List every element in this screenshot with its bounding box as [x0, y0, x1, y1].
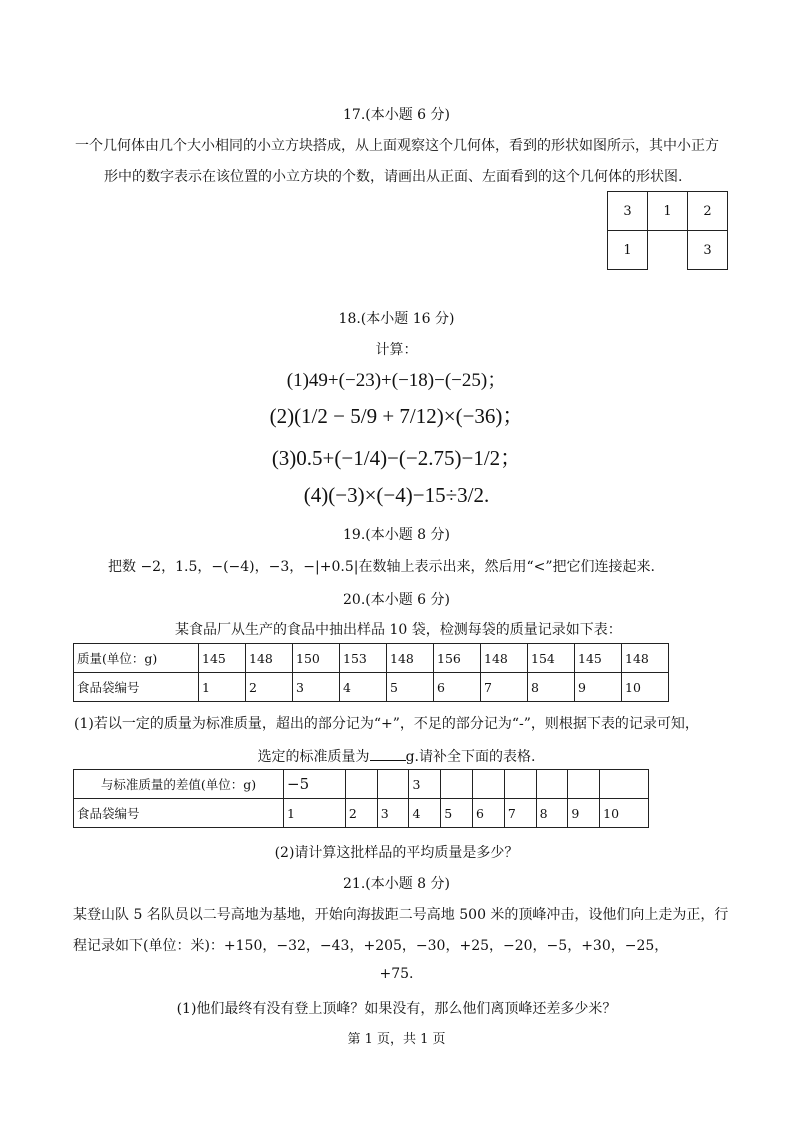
- table-cell: 150: [293, 644, 340, 673]
- q20-sub1-prefix: 选定的标准质量为: [257, 749, 370, 765]
- table-cell: 7: [481, 673, 528, 702]
- table-row-label: 食品袋编号: [74, 799, 284, 828]
- table-cell: 3: [293, 673, 340, 702]
- q18-intro: 计算：: [375, 342, 418, 358]
- q17-text-line1: 一个几何体由几个大小相同的小立方块搭成，从上面观察这个几何体，看到的形状如图所示，其中小正方: [75, 138, 719, 154]
- q20-sub1-suffix: 请补全下面的表格.: [418, 749, 536, 765]
- table-cell: 148: [622, 644, 669, 673]
- grid-cell: 3: [608, 192, 648, 231]
- table-row-label: 食品袋编号: [74, 673, 199, 702]
- table-cell: 153: [340, 644, 387, 673]
- table-cell: 4: [340, 673, 387, 702]
- table-cell: 154: [528, 644, 575, 673]
- table-row-label: 与标准质量的差值(单位：g): [74, 770, 284, 799]
- q21-text-line1: 某登山队 5 名队员以二号高地为基地，开始向海拔距二号高地 500 米的顶峰冲击，设他们向上走为正，行: [73, 907, 729, 923]
- table-cell: 10: [622, 673, 669, 702]
- table-cell: 8: [528, 673, 575, 702]
- q17-text-line2: 形中的数字表示在该位置的小立方块的个数，请画出从正面、左面看到的这个几何体的形状图.: [104, 169, 683, 185]
- q21-title: 21.(本小题 8 分): [343, 876, 450, 892]
- page-footer: 第 1 页，共 1 页: [347, 1032, 446, 1047]
- table-cell[interactable]: [600, 770, 649, 799]
- table-cell: 2: [345, 799, 377, 828]
- table-cell: 3: [377, 799, 409, 828]
- table-cell: 148: [481, 644, 528, 673]
- grid-cell: 1: [608, 231, 648, 270]
- table-cell: 9: [575, 673, 622, 702]
- q18-expr-1: (1)49+(−23)+(−18)−(−25)；: [286, 370, 507, 391]
- table-cell: 5: [387, 673, 434, 702]
- q20-sub1-line1: (1)若以一定的质量为标准质量，超出的部分记为“+”，不足的部分记为“-”，则根据下表的记录可知，: [74, 716, 699, 732]
- q18-expr-2: (2)(1/2 − 5/9 + 7/12)×(−36)；: [269, 404, 524, 428]
- table-cell: 1: [284, 799, 346, 828]
- table-cell[interactable]: [536, 770, 568, 799]
- table-cell: 148: [387, 644, 434, 673]
- table-cell: 6: [434, 673, 481, 702]
- table-cell[interactable]: [568, 770, 600, 799]
- q20-title: 20.(本小题 6 分): [343, 592, 450, 608]
- q18-expr-3: (3)0.5+(−1/4)−(−2.75)−1/2；: [271, 446, 522, 470]
- table-cell: 9: [568, 799, 600, 828]
- answer-blank[interactable]: [370, 746, 406, 761]
- table-cell[interactable]: [504, 770, 536, 799]
- table-cell: 5: [441, 799, 473, 828]
- table-row: [74, 673, 669, 702]
- table-cell[interactable]: −5: [284, 770, 346, 799]
- q18-expr-4: (4)(−3)×(−4)−15÷3/2.: [303, 483, 490, 507]
- table-cell[interactable]: [377, 770, 409, 799]
- table-cell: 4: [409, 799, 441, 828]
- q21-sub1: (1)他们最终有没有登上顶峰？如果没有，那么他们离顶峰还差多少米？: [176, 1001, 617, 1017]
- q20-sub1-unit: g.: [405, 749, 419, 765]
- top-view-grid: [607, 191, 728, 270]
- grid-cell: 3: [688, 231, 728, 270]
- q18-title: 18.(本小题 16 分): [338, 311, 455, 327]
- q21-text-line3: +75.: [379, 966, 414, 982]
- grid-cell-empty: [648, 231, 688, 270]
- q20-sub2: (2)请计算这批样品的平均质量是多少？: [274, 845, 519, 861]
- table-cell: 1: [199, 673, 246, 702]
- table-cell[interactable]: [441, 770, 473, 799]
- table-row: [74, 770, 649, 799]
- table-row-label: 质量(单位：g): [74, 644, 199, 673]
- table-cell[interactable]: 3: [409, 770, 441, 799]
- grid-cell: 1: [648, 192, 688, 231]
- table-row: [74, 799, 649, 828]
- table-cell: 148: [246, 644, 293, 673]
- difference-table: [73, 769, 649, 828]
- table-cell: 156: [434, 644, 481, 673]
- table-cell: 7: [504, 799, 536, 828]
- table-cell: 145: [199, 644, 246, 673]
- table-cell[interactable]: [473, 770, 505, 799]
- mass-table: [73, 643, 669, 702]
- table-cell[interactable]: [345, 770, 377, 799]
- q17-title: 17.(本小题 6 分): [343, 107, 450, 123]
- table-cell: 145: [575, 644, 622, 673]
- q19-text: 把数 −2，1.5，−(−4)，−3，−|+0.5|在数轴上表示出来，然后用“<”把它们连接起来.: [108, 559, 655, 575]
- table-row: [74, 644, 669, 673]
- q21-text-line2: 程记录如下(单位：米)：+150，−32，−43，+205，−30，+25，−20，−5，+30，−25，: [73, 938, 669, 954]
- table-cell: 10: [600, 799, 649, 828]
- table-cell: 6: [473, 799, 505, 828]
- table-cell: 8: [536, 799, 568, 828]
- table-cell: 2: [246, 673, 293, 702]
- grid-cell: 2: [688, 192, 728, 231]
- q20-intro: 某食品厂从生产的食品中抽出样品 10 袋，检测每袋的质量记录如下表：: [175, 622, 622, 638]
- q19-title: 19.(本小题 8 分): [343, 527, 450, 543]
- q20-sub1-line2: [0, 746, 793, 766]
